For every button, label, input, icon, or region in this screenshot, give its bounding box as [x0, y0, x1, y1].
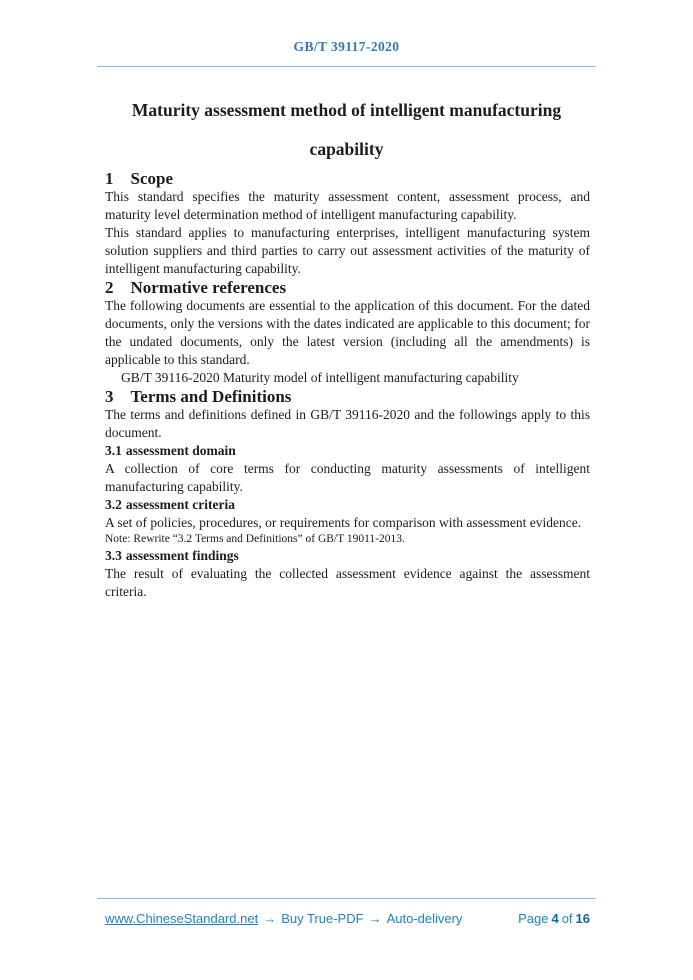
document-body	[105, 169, 590, 601]
normative-paragraph: The following documents are essential to the application of this document. For the dated documents, only the versions with the dates indicated are applicable to this document; for the undated documents, only the latest version (including all the amendments) is applicable to this standard.	[105, 298, 590, 367]
document-title-line1: Maturity assessment method of intelligent manufacturing	[131, 100, 562, 120]
term-definition: A collection of core terms for conducting maturity assessments of intelligent manufacturing capability.	[105, 461, 590, 494]
scope-paragraph-1: This standard specifies the maturity assessment content, assessment process, and maturity level determination method of intelligent manufacturing capability.	[105, 189, 590, 222]
standard-number: GB/T 39117-2020	[293, 39, 400, 54]
header-divider	[97, 66, 596, 67]
term-note: Note: Rewrite “3.2 Terms and Definitions” of GB/T 19011-2013.	[105, 533, 405, 545]
term-definition: The result of evaluating the collected assessment evidence against the assessment criteria.	[105, 566, 590, 599]
section-title: Normative references	[130, 278, 287, 297]
section-heading-normative-references	[105, 278, 590, 297]
arrow-right-icon: →	[368, 911, 382, 926]
term-name: assessment findings	[125, 548, 239, 563]
term-heading-assessment-domain	[105, 442, 590, 460]
term-heading-assessment-criteria	[105, 496, 590, 514]
section-heading-scope	[105, 169, 590, 188]
scope-paragraph-2: This standard applies to manufacturing enterprises, intelligent manufacturing system solution suppliers and third parties to carry out assessment activities of the maturity of intelligent manufacturing capability.	[105, 225, 590, 276]
section-number: 1	[105, 169, 114, 188]
section-title: Terms and Definitions	[130, 387, 292, 406]
normative-reference-entry: GB/T 39116-2020 Maturity model of intelligent manufacturing capability	[121, 370, 519, 385]
footer-action-buy: Buy True-PDF	[281, 911, 364, 926]
page-indicator	[515, 911, 590, 926]
term-number: 3.2	[105, 497, 122, 512]
section-number: 2	[105, 278, 114, 297]
page-label: Page	[518, 911, 549, 926]
section-number: 3	[105, 387, 114, 406]
term-number: 3.3	[105, 548, 122, 563]
term-name: assessment domain	[125, 443, 236, 458]
page-header	[0, 0, 693, 56]
document-title-line2: capability	[309, 139, 384, 159]
of-label: of	[561, 911, 573, 926]
document-title	[104, 91, 589, 169]
footer-promo	[105, 911, 462, 926]
footer-action-delivery: Auto-delivery	[386, 911, 463, 926]
page-footer	[97, 898, 596, 926]
term-heading-assessment-findings	[105, 547, 590, 565]
page-current: 4	[551, 911, 559, 926]
terms-intro-paragraph: The terms and definitions defined in GB/T 39116-2020 and the followings apply to this document.	[105, 407, 590, 440]
website-link[interactable]: www.ChineseStandard.net	[105, 911, 259, 926]
term-number: 3.1	[105, 443, 122, 458]
section-heading-terms	[105, 387, 590, 406]
page-total: 16	[575, 911, 590, 926]
arrow-right-icon: →	[263, 911, 277, 926]
term-name: assessment criteria	[125, 497, 235, 512]
section-title: Scope	[130, 169, 173, 188]
term-definition: A set of policies, procedures, or requirements for comparison with assessment evidence.	[105, 515, 582, 530]
